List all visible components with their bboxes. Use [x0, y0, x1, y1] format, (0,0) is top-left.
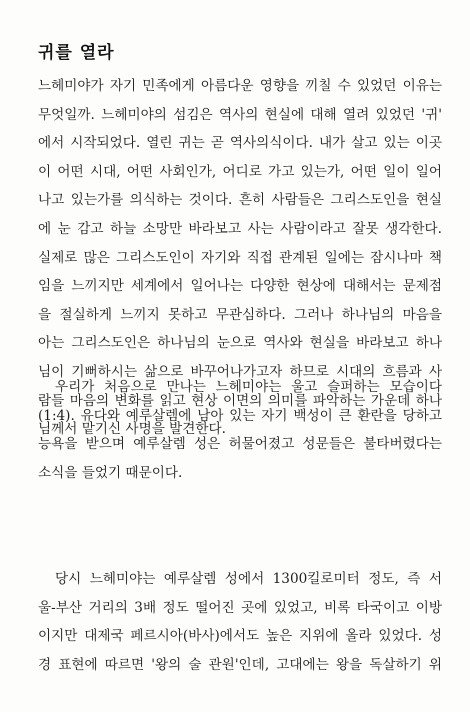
text-line: 무엇일까. 느헤미야의 섬김은 역사의 현실에 대해 열려 있었던 '귀' [38, 106, 442, 123]
text-line: 당시 느헤미야는 예루살렘 성에서 1300킬로미터 정도, 즉 서 [55, 571, 442, 587]
text-line: 소식을 들었기 때문이다. [38, 464, 183, 481]
text-line: 느헤미야가 자기 민족에게 아름다운 영향을 끼칠 수 있었던 이유는 [38, 78, 442, 94]
text-line: 에 눈 감고 하늘 소망만 바라보고 사는 사람이라고 잘못 생각한다. [38, 220, 442, 237]
section-title: 귀를 열라 [38, 43, 115, 63]
text-line: 우리가 처음으로 만나는 느헤미야는 울고 슬퍼하는 모습이다 [55, 379, 442, 395]
text-line: 아는 그리스도인은 하나님의 눈으로 역사와 현실을 바라보고 하나 [38, 335, 442, 352]
text-line: 님께서 맡기신 사명을 발견한다. [38, 421, 226, 438]
text-line: 능욕을 받으며 예루살렘 성은 허물어졌고 성문들은 불타버렸다는 [38, 436, 442, 453]
text-line: 이지만 대제국 페르시아(바사)에서도 높은 지위에 올라 있었다. 성 [38, 628, 442, 645]
text-line: 람들 마음의 변화를 읽고 현상 이면의 의미를 파악하는 가운데 하나 [38, 392, 442, 409]
text-line: 경 표현에 따르면 '왕의 술 관원'인데, 고대에는 왕을 독살하기 위 [38, 656, 442, 673]
text-line: 나고 있는가를 의식하는 것이다. 흔히 사람들은 그리스도인을 현실 [38, 192, 442, 209]
text-line: 에서 시작되었다. 열린 귀는 곧 역사의식이다. 내가 살고 있는 이곳 [38, 135, 442, 152]
paragraph-3 [38, 565, 442, 679]
text-line: 임을 느끼지만 세계에서 일어나는 다양한 현상에 대해서는 문제점 [38, 278, 442, 295]
text-line: 을 절실하게 느끼지 못하고 무관심하다. 그러나 하나님의 마음을 [38, 306, 442, 323]
paragraph-2 [38, 373, 442, 487]
text-line: 님이 기뻐하시는 삶으로 바꾸어나가고자 하므로 시대의 흐름과 사 [38, 363, 442, 380]
text-line: (1:4). 유다와 예루살렘에 남아 있는 자기 백성이 큰 환란을 당하고 [38, 407, 442, 424]
text-line: 울-부산 거리의 3배 정도 떨어진 곳에 있었고, 비록 타국이고 이방 [38, 599, 442, 616]
text-line: 이 어떤 시대, 어떤 사회인가, 어디로 가고 있는가, 어떤 일이 일어 [38, 163, 442, 180]
text-line: 실제로 많은 그리스도인이 자기와 직접 관계된 일에는 잠시나마 책 [38, 249, 442, 266]
